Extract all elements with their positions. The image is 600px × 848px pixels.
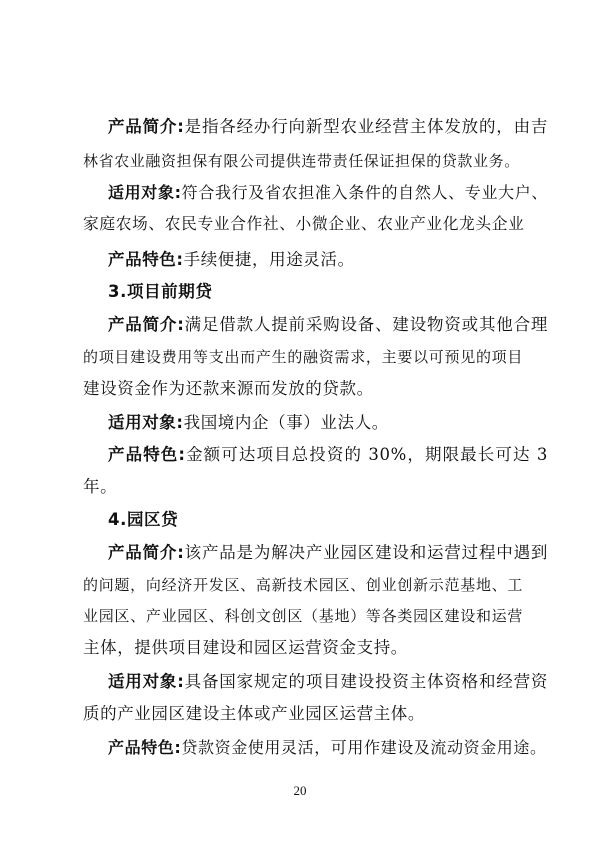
- paragraph-line: [108, 412, 548, 434]
- field-text: 是指各经办行向新型农业经营主体发放的，由吉: [184, 117, 548, 136]
- paragraph-line: 主体，提供项目建设和园区运营资金支持。: [83, 638, 408, 657]
- paragraph-line: 的项目建设费用等支出而产生的融资需求，主要以可预见的项目: [83, 348, 523, 366]
- field-text: 手续便捷，用途灵活。: [183, 250, 355, 269]
- field-label: 产品特色:: [108, 250, 184, 269]
- paragraph-line: [108, 116, 548, 138]
- field-text: 符合我行及省农担准入条件的自然人、专业大户、: [181, 183, 549, 202]
- section-heading: 3.项目前期贷: [108, 282, 213, 301]
- paragraph-line: [108, 314, 548, 336]
- field-label: 产品特色:: [108, 738, 182, 757]
- field-label: 适用对象:: [108, 183, 182, 202]
- section-heading: 4.园区贷: [108, 510, 179, 529]
- paragraph-line: 的问题，向经济开发区、高新技术园区、创业创新示范基地、工: [83, 576, 523, 594]
- paragraph-line: 林省农业融资担保有限公司提供连带责任保证担保的贷款业务。: [83, 152, 520, 170]
- field-label: 产品特色:: [108, 445, 186, 464]
- field-label: 产品简介:: [108, 117, 185, 136]
- field-text: 贷款资金使用灵活，可用作建设及流动资金用途。: [181, 738, 547, 757]
- paragraph-line: [108, 542, 548, 564]
- paragraph-line: 建设资金作为还款来源而发放的贷款。: [83, 379, 374, 398]
- paragraph-line: 业园区、产业园区、科创文创区（基地）等各类园区建设和运营: [83, 607, 523, 625]
- paragraph-line: [108, 444, 548, 466]
- paragraph-line: [108, 249, 548, 271]
- paragraph-line: 质的产业园区建设主体或产业园区运营主体。: [83, 704, 425, 723]
- field-label: 适用对象:: [108, 413, 184, 432]
- field-label: 产品简介:: [108, 543, 185, 562]
- field-text: 具备国家规定的项目建设投资主体资格和经营资: [184, 672, 548, 691]
- page-number: 20: [293, 783, 307, 798]
- paragraph-line: 年。: [83, 477, 118, 496]
- field-text: 我国境内企（事）业法人。: [183, 413, 389, 432]
- paragraph-line: [108, 182, 548, 204]
- paragraph-line: [108, 737, 548, 759]
- field-label: 产品简介:: [108, 315, 185, 334]
- paragraph-line: 家庭农场、农民专业合作社、小微企业、农业产业化龙头企业: [83, 214, 525, 233]
- field-text: 金额可达项目总投资的 30%，期限最长可达 3: [185, 445, 548, 464]
- field-label: 适用对象:: [108, 672, 185, 691]
- field-text: 该产品是为解决产业园区建设和运营过程中遇到: [184, 543, 548, 562]
- field-text: 满足借款人提前采购设备、建设物资或其他合理: [184, 315, 548, 334]
- paragraph-line: [108, 671, 548, 693]
